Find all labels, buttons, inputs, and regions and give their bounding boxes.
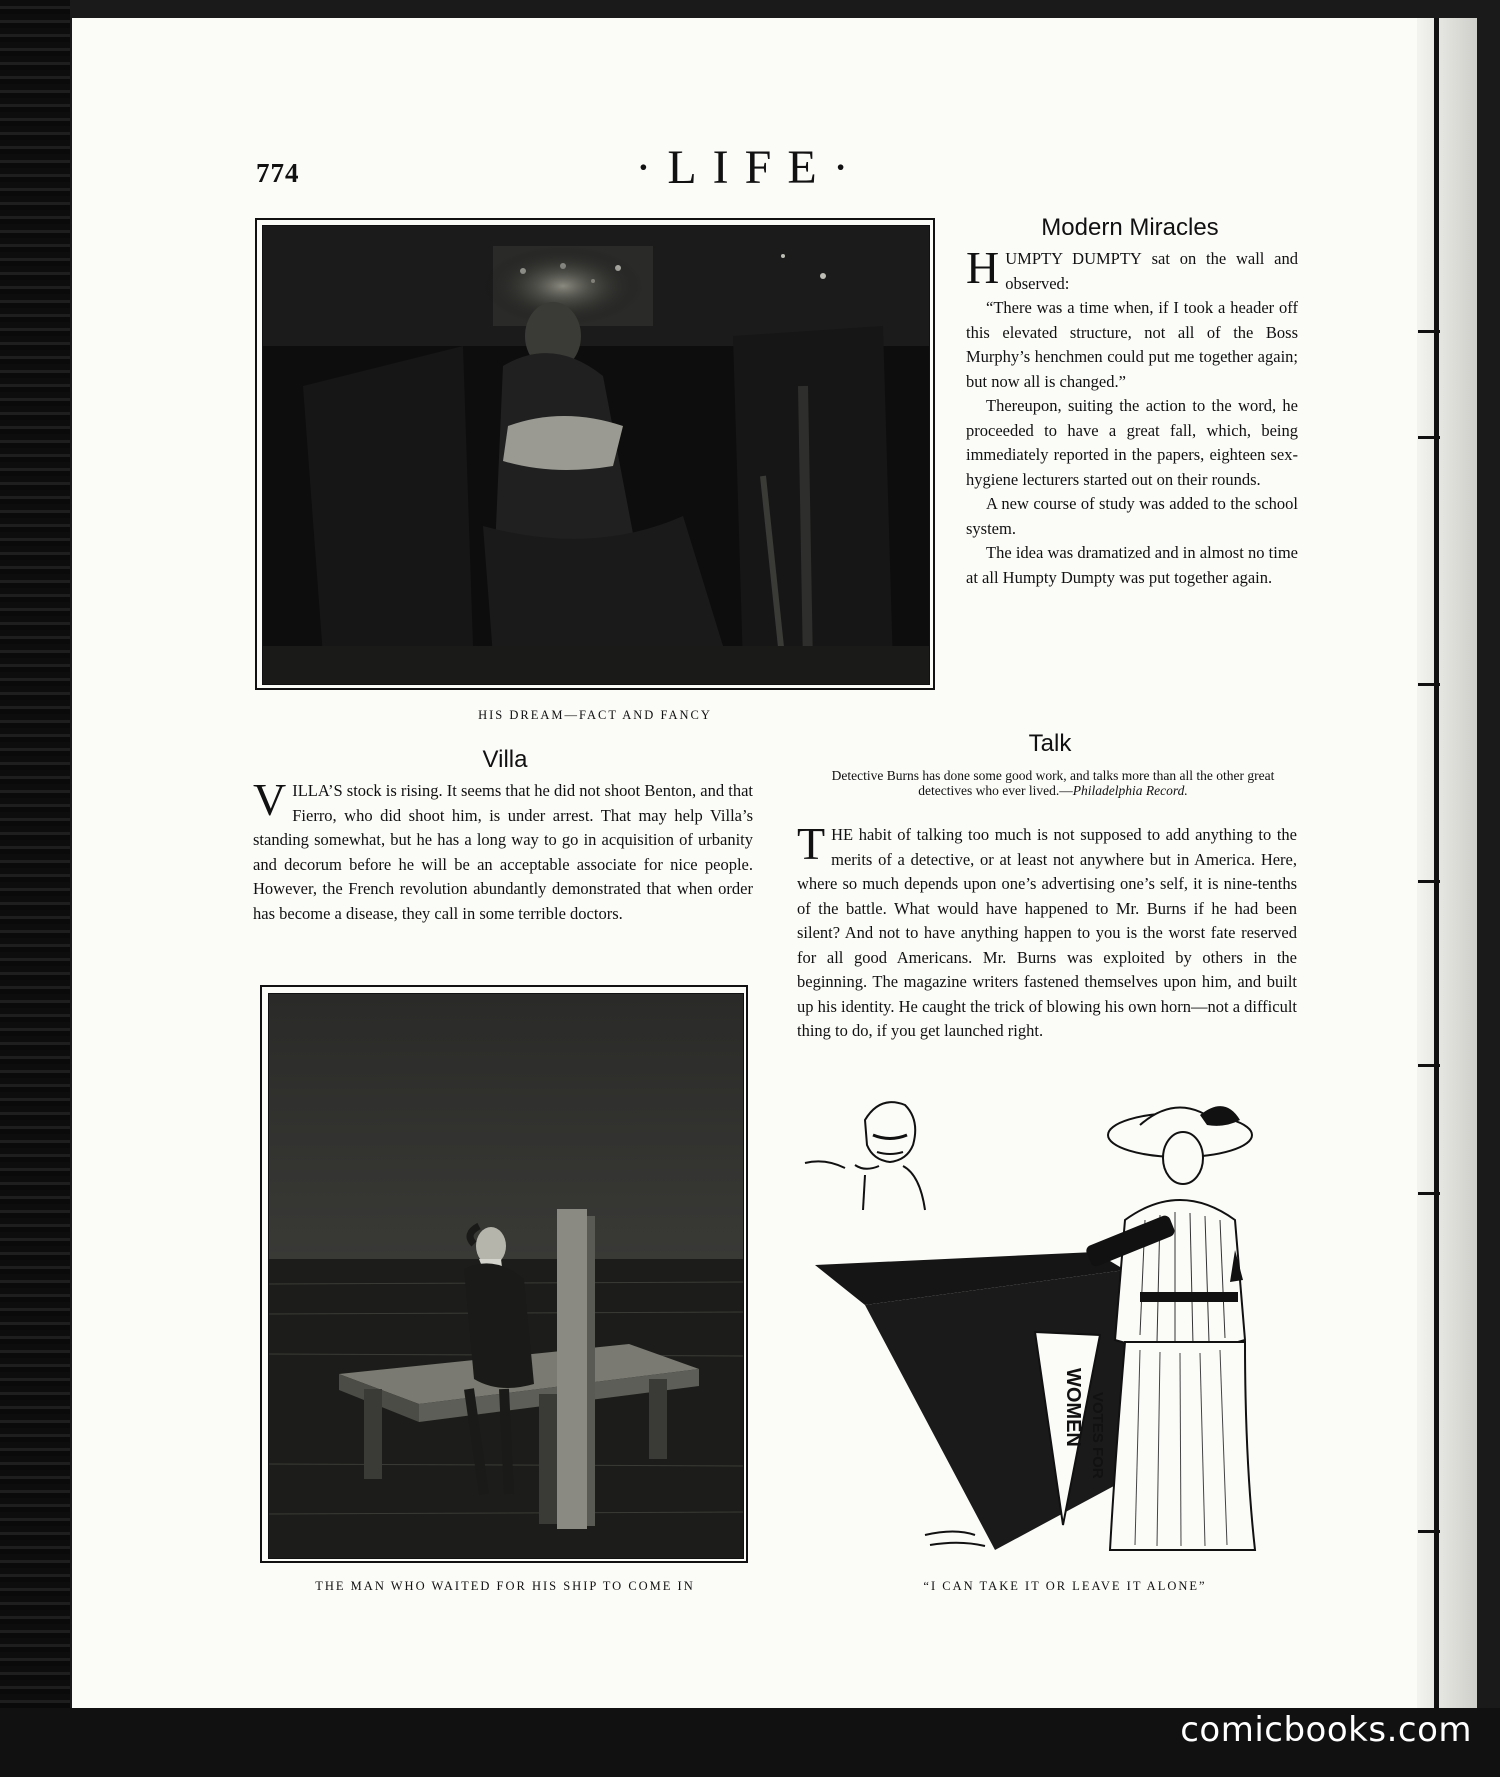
page-binding [1417,18,1477,1708]
talk-epigraph [830,768,1276,798]
dropcap: T [797,818,826,869]
paragraph [966,242,1298,296]
headline-talk: Talk [1028,730,1072,757]
night-street-illustration [263,226,929,684]
headline-modern-miracles: Modern Miracles [1041,214,1219,241]
article-villa [253,774,753,926]
paragraph: A new course of study was added to the school system. [966,494,1298,538]
pennant-label-big: WOMEN [1062,1368,1084,1447]
paragraph: The idea was dramatized and in almost no time at all Humpty Dumpty was put together again. [966,543,1298,587]
binding-line [1434,18,1439,1708]
binding-tick [1418,330,1440,333]
paragraph [253,774,753,926]
binding-tick [1418,1192,1440,1195]
scan-edge [0,0,70,1777]
masthead: ·LIFE· [635,141,865,194]
binding-tick [1418,1064,1440,1067]
photo-man-waiting [260,985,748,1563]
paragraph: Thereupon, suiting the action to the word, he proceeded to have a great fall, which, being immediately reported in the papers, eighteen sex-hygiene lecturers started out on their rounds. [966,396,1298,489]
photo-his-dream [255,218,935,690]
binding-tick [1418,880,1440,883]
binding-tick [1418,1530,1440,1533]
paragraph: “There was a time when, if I took a header off this elevated structure, not all of the Boss Murphy’s henchmen could put me together again; but now all is changed.” [966,298,1298,391]
article-talk [797,818,1297,1044]
epigraph-text: Detective Burns has done some good work, and talks more than all the other great detectives who ever lived.— [831,768,1275,798]
page-number: 774 [256,158,300,188]
paragraph [797,818,1297,1044]
watermark: comicbooks.com [1180,1710,1472,1750]
binding-tick [1418,683,1440,686]
paragraph-text: HE habit of talking too much is not supposed to add anything to the merits of a detective, or at least not anywhere but in America. Here, where so much depends upon one’s advertising one’s self, it is nine-tenths of the battle. What would have happened to Mr. Burns if he had been silent? And not to have anything happen to you is the worst fate reserved for all good Americans. Mr. Burns was exploited by others in the beginning. The magazine writers fastened themselves upon him, and built up his identity. He caught the trick of blowing his own horn—not a difficult thing to do, if you get launched right. [797,825,1297,1040]
caption-man-waiting: THE MAN WHO WAITED FOR HIS SHIP TO COME IN [315,1579,695,1593]
caption-take-it-or-leave-it: “I CAN TAKE IT OR LEAVE IT ALONE” [923,1579,1207,1593]
dropcap: V [253,774,287,825]
paragraph-text: sat on the wall and observed: [1005,249,1298,293]
pier-illustration [269,994,743,1558]
paragraph-text: ILLA’S stock is rising. It seems that he did not shoot Benton, and that Fierro, who did shoot him, is under arrest. That may help Villa’s standing somewhat, but he has a long way to go in acquisition of urbanity and decorum before he will be an acceptable associate for nice people. However, the French revolution abundantly demonstrated that when order has become a disease, they call in some terrible doctors. [253,781,753,923]
cartoon-drawing [795,1080,1335,1570]
binding-tick [1418,436,1440,439]
caption-his-dream: HIS DREAM—FACT AND FANCY [478,708,712,722]
article-modern-miracles [966,242,1298,590]
epigraph-source: Philadelphia Record. [1072,783,1188,798]
lead-words: UMPTY DUMPTY [1005,249,1142,268]
headline-villa: Villa [482,746,528,773]
dropcap: H [966,242,1000,293]
pennant-label-small: VOTES FOR [1089,1392,1106,1479]
cartoon-suffrage [795,1080,1335,1570]
